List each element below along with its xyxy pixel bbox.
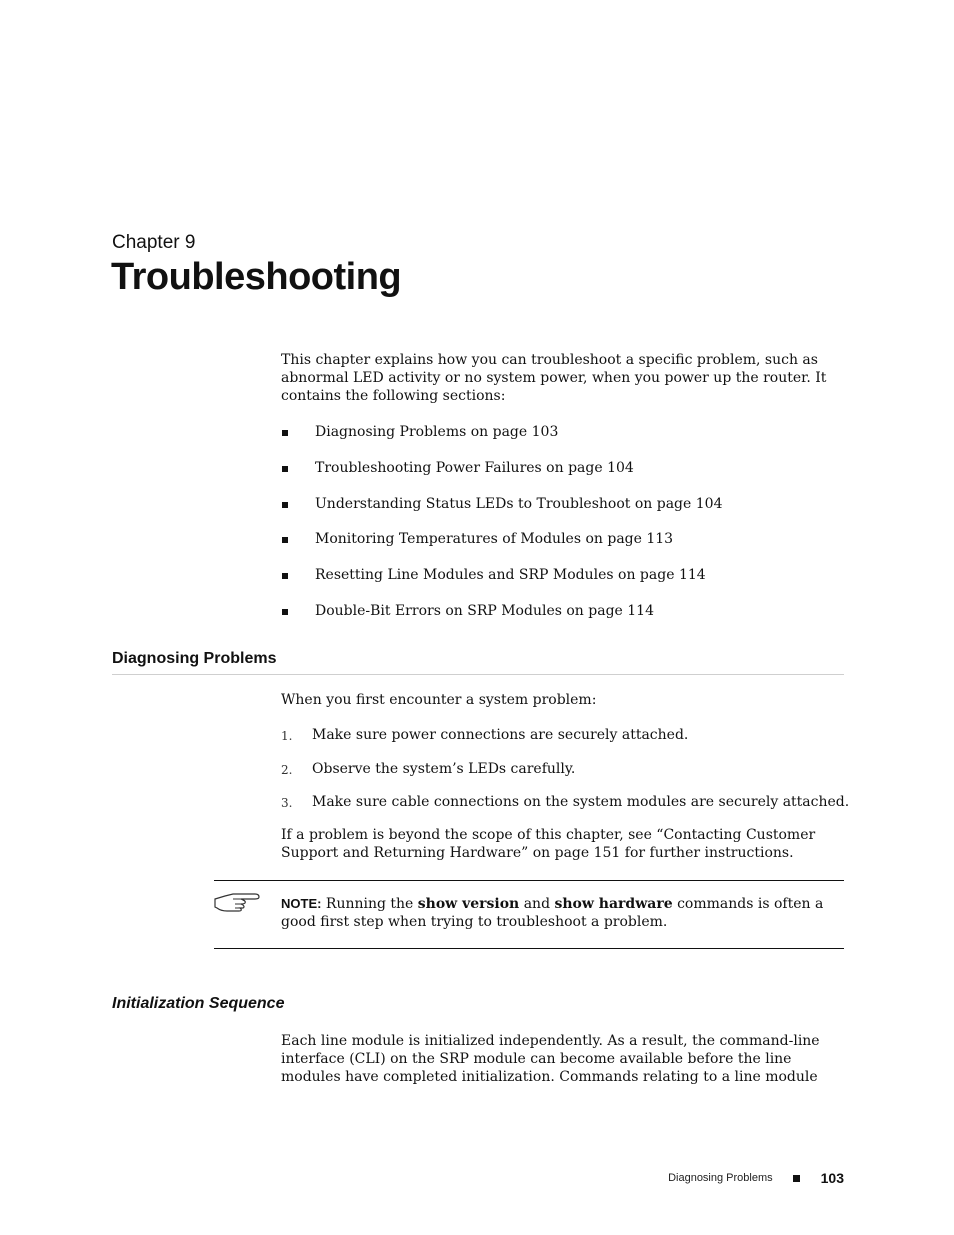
command-show-version: show version xyxy=(417,896,520,912)
section-link[interactable]: Monitoring Temperatures of Modules on page 113 xyxy=(315,531,674,548)
section-list-item[interactable] xyxy=(281,459,722,495)
step-number: 2. xyxy=(281,762,293,777)
section-link[interactable]: Understanding Status LEDs to Troubleshoot on page 104 xyxy=(315,495,723,512)
section-heading-initialization: Initialization Sequence xyxy=(112,995,285,1012)
section-link[interactable]: Diagnosing Problems on page 103 xyxy=(315,424,559,440)
section-list-item[interactable] xyxy=(281,495,722,531)
section-link[interactable]: Resetting Line Modules and SRP Modules on page 114 xyxy=(315,567,706,584)
section-heading-diagnosing: Diagnosing Problems xyxy=(112,650,277,667)
note-top-divider xyxy=(214,880,844,881)
step-item xyxy=(281,793,849,827)
step-text: Observe the system’s LEDs carefully. xyxy=(312,760,576,777)
step-item xyxy=(281,726,849,760)
page-number: 103 xyxy=(820,1170,844,1186)
section-list-item[interactable] xyxy=(281,423,722,459)
note-text-part: and xyxy=(519,896,555,912)
beyond-scope-paragraph: If a problem is beyond the scope of this chapter, see “Contacting Customer Support and Returning Hardware” on page 151 for further instructions. xyxy=(281,827,816,861)
step-number: 3. xyxy=(281,796,293,810)
chapter-title: Troubleshooting xyxy=(111,256,402,298)
step-number: 1. xyxy=(281,729,293,743)
bullet-icon xyxy=(282,609,288,615)
bullet-icon xyxy=(282,502,288,508)
pointing-hand-icon xyxy=(213,890,261,914)
note-text-part: Running the xyxy=(321,896,418,912)
section-list-item[interactable] xyxy=(281,566,722,602)
bullet-icon xyxy=(282,430,288,436)
footer-section-name: Diagnosing Problems xyxy=(668,1172,773,1184)
bullet-icon xyxy=(282,537,288,543)
diagnosing-intro: When you first encounter a system problem: xyxy=(281,692,597,708)
footer-bullet-icon xyxy=(793,1175,800,1182)
section-list-item[interactable] xyxy=(281,602,722,638)
bullet-icon xyxy=(282,466,288,472)
intro-paragraph: This chapter explains how you can troubleshoot a specific problem, such as abnormal LED activity or no system power, when you power up the router. It contains the following sections: xyxy=(281,352,827,404)
note-label: NOTE: xyxy=(281,896,322,911)
note-text-part: commands is often a good first step when trying to troubleshoot a problem. xyxy=(281,896,824,930)
chapter-label: Chapter 9 xyxy=(112,232,196,253)
bullet-icon xyxy=(282,573,288,579)
heading-divider xyxy=(112,674,844,675)
note-text xyxy=(281,895,841,931)
steps-list xyxy=(281,726,849,827)
step-text: Make sure cable connections on the system modules are securely attached. xyxy=(312,794,850,810)
page-footer xyxy=(668,1170,844,1186)
section-link[interactable]: Double-Bit Errors on SRP Modules on page 114 xyxy=(315,602,654,619)
section-link[interactable]: Troubleshooting Power Failures on page 104 xyxy=(315,459,634,476)
command-show-hardware: show hardware xyxy=(554,896,673,912)
section-list xyxy=(281,423,722,638)
section-list-item[interactable] xyxy=(281,530,722,566)
note-bottom-divider xyxy=(214,948,844,949)
step-item xyxy=(281,760,849,794)
initialization-paragraph: Each line module is initialized independently. As a result, the command-line interface (CLI) on the SRP module can become available before the line modules have completed initialization. Commands relating to a line module xyxy=(281,1033,820,1085)
step-text: Make sure power connections are securely attached. xyxy=(312,727,689,743)
